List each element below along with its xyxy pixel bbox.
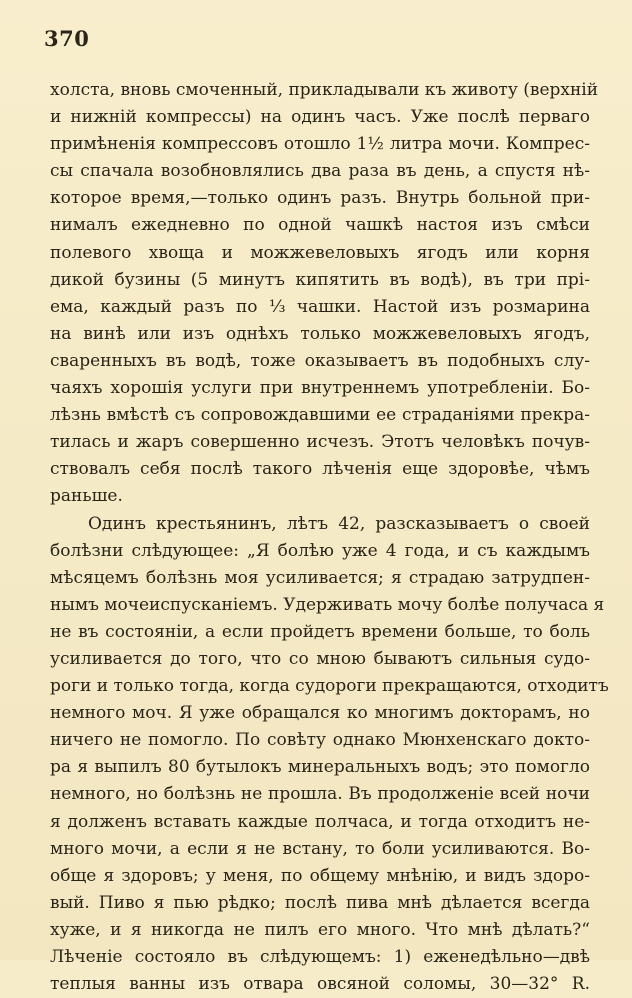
text-line: хуже, и я никогда не пилъ его много. Что мнѣ дѣлать?“ [50, 917, 590, 944]
text-line: болѣзни слѣдующее: „Я болѣю уже 4 года, и съ каждымъ [50, 538, 590, 565]
text-line: Лѣченіе состояло въ слѣдующемъ: 1) еженедѣльно—двѣ [50, 944, 590, 971]
text-line: лѣзнь вмѣстѣ съ сопровождавшими ее страданіями прекра- [50, 402, 590, 429]
text-line: сы спачала возобновлялись два раза въ день, а спустя нѣ- [50, 158, 590, 185]
text-line: много мочи, а если я не встану, то боли усиливаются. Во- [50, 836, 590, 863]
text-line: которое время,—только одинъ разъ. Внутрь больной при- [50, 185, 590, 212]
paragraph-2 [50, 511, 590, 998]
text-line: ра я выпилъ 80 бутылокъ минеральныхъ водъ; это помогло [50, 754, 590, 781]
text-line: не въ состояніи, а если пройдетъ времени больше, то боль [50, 619, 590, 646]
text-line: нымъ мочеиспусканіемъ. Удерживать мочу болѣе получаса я [50, 592, 590, 619]
text-line: тилась и жаръ совершенно исчезъ. Этотъ человѣкъ почув- [50, 429, 590, 456]
text-line: роги и только тогда, когда судороги прекращаются, отходитъ [50, 673, 590, 700]
body-text [50, 77, 590, 998]
text-line: чаяхъ хорошія услуги при внутреннемъ употребленіи. Бо- [50, 375, 590, 402]
text-line: обще я здоровъ; у меня, по общему мнѣнію, и видъ здоро- [50, 863, 590, 890]
text-line: немного моч. Я уже обращался ко многимъ докторамъ, но [50, 700, 590, 727]
paragraph-1 [50, 77, 590, 511]
text-line: и нижній компрессы) на одинъ часъ. Уже послѣ перваго [50, 104, 590, 131]
text-line: теплыя ванны изъ отвара овсяной соломы, 30—32° R. [50, 971, 590, 998]
text-line: вый. Пиво я пью рѣдко; послѣ пива мнѣ дѣлается всегда [50, 890, 590, 917]
text-line: сваренныхъ въ водѣ, тоже оказываетъ въ подобныхъ слу- [50, 348, 590, 375]
text-line: полевого хвоща и можжевеловыхъ ягодъ или корня [50, 240, 590, 267]
text-line: раньше. [50, 483, 590, 510]
text-line: я долженъ вставать каждые полчаса, и тогда отходитъ не- [50, 809, 590, 836]
page-number: 370 [44, 26, 89, 51]
text-line: усиливается до того, что со мною бываютъ сильныя судо- [50, 646, 590, 673]
text-line: ствовалъ себя послѣ такого лѣченія еще здоровѣе, чѣмъ [50, 456, 590, 483]
text-line: дикой бузины (5 минутъ кипятить въ водѣ), въ три прі- [50, 267, 590, 294]
text-line: нималъ ежедневно по одной чашкѣ настоя изъ смѣси [50, 212, 590, 239]
text-line: немного, но болѣзнь не прошла. Въ продолженіе всей ночи [50, 781, 590, 808]
text-line: ема, каждый разъ по ⅓ чашки. Настой изъ розмарина [50, 294, 590, 321]
text-line: холста, вновь смоченный, прикладывали къ животу (верхній [50, 77, 590, 104]
text-line: Одинъ крестьянинъ, лѣтъ 42, разсказываетъ о своей [50, 511, 590, 538]
text-line: ничего не помогло. По совѣту однако Мюнхенскаго докто- [50, 727, 590, 754]
text-line: на винѣ или изъ однѣхъ только можжевеловыхъ ягодъ, [50, 321, 590, 348]
text-line: примѣненія компрессовъ отошло 1½ литра мочи. Компрес- [50, 131, 590, 158]
text-line: мѣсяцемъ болѣзнь моя усиливается; я страдаю затрудпен- [50, 565, 590, 592]
